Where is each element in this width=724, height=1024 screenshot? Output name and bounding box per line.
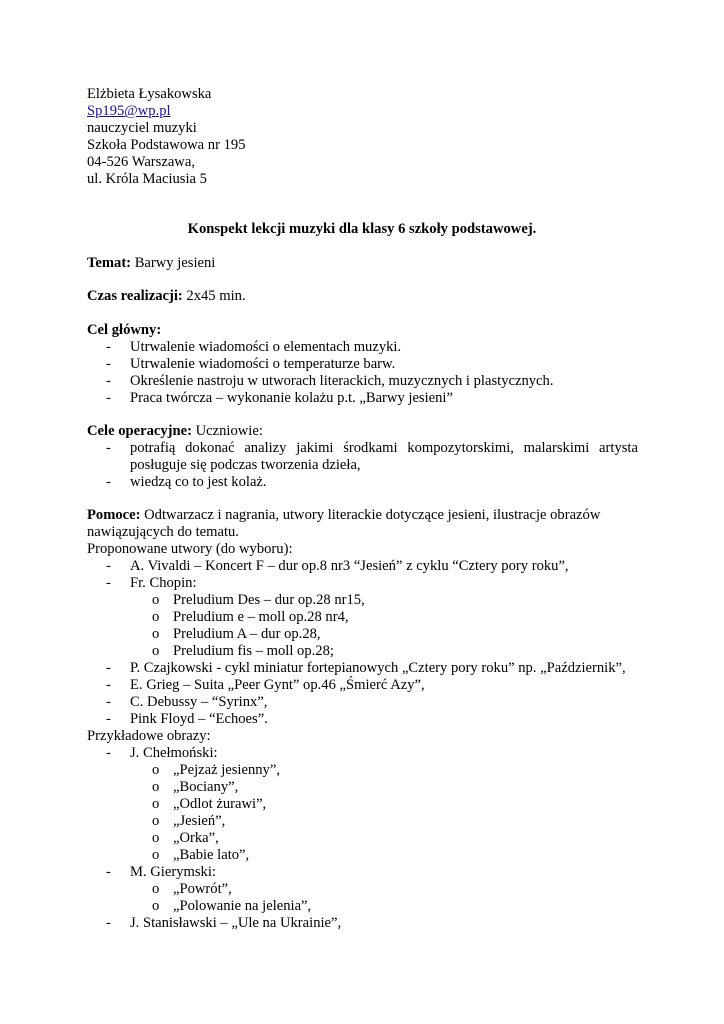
word: jakimi [296, 440, 334, 456]
dash-marker: - [106, 558, 111, 574]
main-goal-text: Określenie nastroju w utworach literackich, muzycznych i plastycznych. [130, 373, 554, 389]
dash-marker: - [106, 339, 111, 355]
work-debussy: C. Debussy – “Syrinx”, [130, 694, 268, 710]
painting-title: „Bociany”, [173, 779, 239, 795]
painting-title: „Polowanie na jelenia”, [173, 898, 312, 914]
operational-goal-text: wiedzą co to jest kolaż. [130, 474, 267, 490]
bullet-marker: o [152, 762, 160, 778]
word: artysta [599, 440, 638, 456]
dash-marker: - [106, 440, 111, 456]
dash-marker: - [106, 915, 111, 931]
main-goal-heading: Cel główny: [87, 322, 162, 338]
bullet-marker: o [152, 881, 160, 897]
main-goal-text: Utrwalenie wiadomości o elementach muzyki. [130, 339, 402, 355]
proposed-works-heading: Proponowane utwory (do wyboru): [87, 541, 293, 557]
materials-continuation: nawiązujących do tematu. [87, 524, 239, 540]
bullet-marker: o [152, 847, 160, 863]
word: dokonać [185, 440, 235, 456]
operational-goals-label: Cele operacyjne: [87, 423, 192, 439]
duration-value: 2x45 min. [182, 288, 246, 304]
painting-title: „Jesień”, [173, 813, 226, 829]
topic-value: Barwy jesieni [131, 255, 216, 271]
bullet-marker: o [152, 592, 160, 608]
dash-marker: - [106, 694, 111, 710]
operational-goals-intro: Uczniowie: [191, 423, 263, 439]
work-vivaldi: A. Vivaldi – Koncert F – dur op.8 nr3 “Jesień” z cyklu “Cztery pory roku”, [130, 558, 569, 574]
materials-text: Odtwarzacz i nagrania, utwory literackie dotyczące jesieni, ilustracje obrazów [140, 507, 601, 523]
dash-marker: - [106, 373, 111, 389]
chopin-prelude: Preludium e – moll op.28 nr4, [173, 609, 349, 625]
word: analizy [244, 440, 287, 456]
operational-goal-continuation: posługuje się podczas tworzenia dzieła, [130, 457, 361, 473]
word: malarskimi [523, 440, 590, 456]
main-goal-text: Praca twórcza – wykonanie kolażu p.t. „Barwy jesieni” [130, 390, 453, 406]
operational-goals-heading [87, 423, 263, 440]
materials-label: Pomoce: [87, 507, 141, 523]
bullet-marker: o [152, 643, 160, 659]
painting-title: „Babie lato”, [173, 847, 250, 863]
work-chopin: Fr. Chopin: [130, 575, 197, 591]
word: środkami [343, 440, 398, 456]
school-street: ul. Króla Maciusia 5 [87, 171, 207, 187]
dash-marker: - [106, 660, 111, 676]
painter-chelmonski: J. Chełmoński: [130, 745, 218, 761]
painting-title: „Pejzaż jesienny”, [173, 762, 280, 778]
painter-gierymski: M. Gierymski: [130, 864, 216, 880]
dash-marker: - [106, 390, 111, 406]
chopin-prelude: Preludium A – dur op.28, [173, 626, 321, 642]
painting-title: „Powrót”, [173, 881, 232, 897]
bullet-marker: o [152, 609, 160, 625]
bullet-marker: o [152, 796, 160, 812]
dash-marker: - [106, 575, 111, 591]
school-city: 04-526 Warszawa, [87, 154, 195, 170]
word: kompozytorskimi, [407, 440, 514, 456]
example-paintings-heading: Przykładowe obrazy: [87, 728, 211, 744]
duration-line [87, 288, 246, 305]
dash-marker: - [106, 864, 111, 880]
topic-line [87, 255, 215, 272]
work-pink-floyd: Pink Floyd – “Echoes”. [130, 711, 268, 727]
painting-title: „Orka”, [173, 830, 219, 846]
topic-label: Temat: [87, 255, 132, 271]
chopin-prelude: Preludium fis – moll op.28; [173, 643, 334, 659]
author-role: nauczyciel muzyki [87, 120, 197, 136]
email-link[interactable]: Sp195@wp.pl [87, 103, 171, 119]
school-name: Szkoła Podstawowa nr 195 [87, 137, 246, 153]
work-grieg: E. Grieg – Suita „Peer Gynt” op.46 „Śmierć Azy”, [130, 677, 425, 693]
chopin-prelude: Preludium Des – dur op.28 nr15, [173, 592, 365, 608]
document-title: Konspekt lekcji muzyki dla klasy 6 szkoły podstawowej. [187, 221, 537, 237]
duration-label: Czas realizacji: [87, 288, 183, 304]
dash-marker: - [106, 677, 111, 693]
bullet-marker: o [152, 898, 160, 914]
dash-marker: - [106, 474, 111, 490]
bullet-marker: o [152, 626, 160, 642]
dash-marker: - [106, 356, 111, 372]
author-name: Elżbieta Łysakowska [87, 86, 212, 102]
dash-marker: - [106, 711, 111, 727]
painter-stanislawski: J. Stanisławski – „Ule na Ukrainie”, [130, 915, 342, 931]
work-czajkowski: P. Czajkowski - cykl miniatur fortepianowych „Cztery pory roku” np. „Październik”, [130, 660, 626, 676]
main-goal-text: Utrwalenie wiadomości o temperaturze barw. [130, 356, 396, 372]
materials-line [87, 507, 600, 524]
painting-title: „Odlot żurawi”, [173, 796, 267, 812]
bullet-marker: o [152, 779, 160, 795]
dash-marker: - [106, 745, 111, 761]
operational-goal-text-justified [130, 440, 638, 457]
bullet-marker: o [152, 830, 160, 846]
author-email-line [87, 103, 171, 120]
bullet-marker: o [152, 813, 160, 829]
word: potrafią [130, 440, 176, 456]
